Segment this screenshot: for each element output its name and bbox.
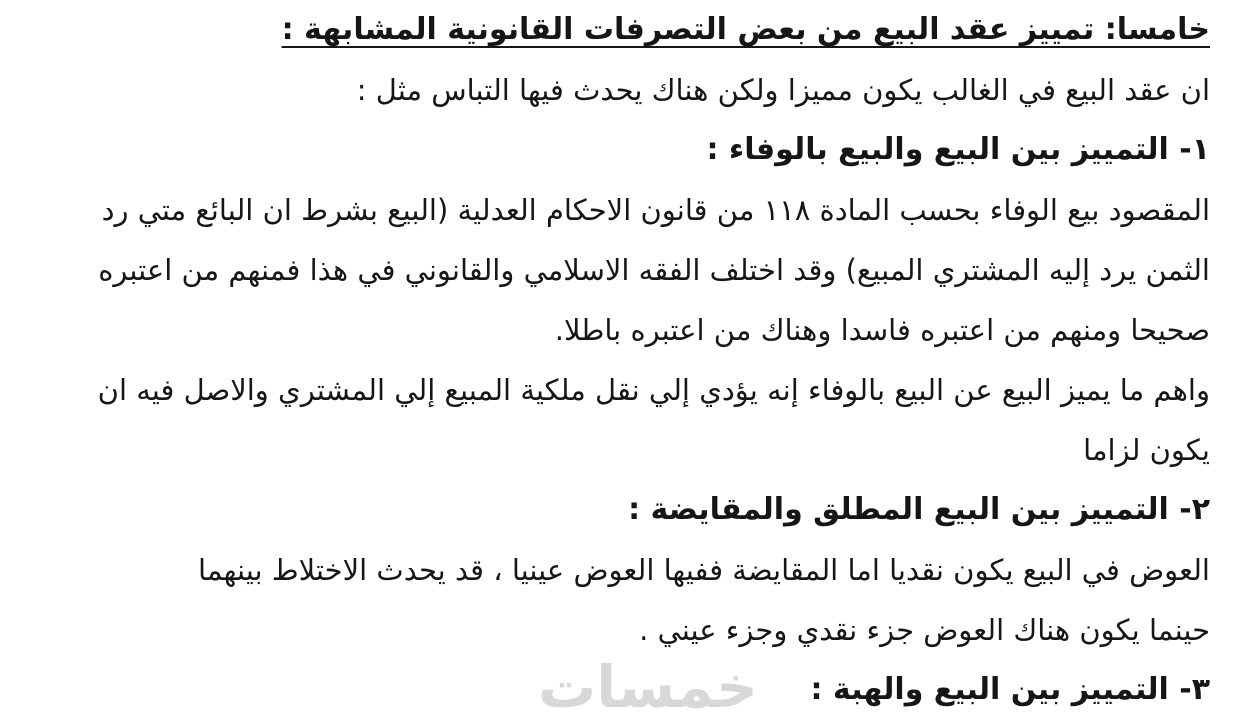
section-2-heading: ٢- التمييز بين البيع المطلق والمقايضة : xyxy=(628,492,1210,527)
section-1-paragraph-line: صحيحا ومنهم من اعتبره فاسدا وهناك من اعتبره باطلا. xyxy=(554,313,1210,347)
section-1-paragraph-line: واهم ما يميز البيع عن البيع بالوفاء إنه يؤدي إلي نقل ملكية المبيع إلي المشتري والاصل فيه ان xyxy=(97,373,1210,407)
khamsat-watermark: خمسات xyxy=(538,653,758,720)
section-1-paragraph-line: المقصود بيع الوفاء بحسب المادة ١١٨ من قانون الاحكام العدلية (البيع بشرط ان البائع متي رد xyxy=(101,193,1210,227)
section-2-paragraph-line: العوض في البيع يكون نقديا اما المقايضة ففيها العوض عينيا ، قد يحدث الاختلاط بينهما xyxy=(198,553,1210,587)
intro-paragraph-line: ان عقد البيع في الغالب يكون مميزا ولكن هناك يحدث فيها التباس مثل : xyxy=(356,73,1210,107)
section-1-heading: ١- التمييز بين البيع والبيع بالوفاء : xyxy=(706,132,1210,167)
section-3-heading: ٣- التمييز بين البيع والهبة : xyxy=(810,672,1210,707)
document-title: خامسا: تمييز عقد البيع من بعض التصرفات القانونية المشابهة : xyxy=(281,12,1210,47)
section-2-paragraph-line: حينما يكون هناك العوض جزء نقدي وجزء عيني . xyxy=(639,613,1210,647)
section-1-paragraph-line: يكون لزاما xyxy=(1083,433,1210,467)
section-1-paragraph-line: الثمن يرد إليه المشتري المبيع) وقد اختلف الفقه الاسلامي والقانوني في هذا فمنهم من اعتبره xyxy=(98,253,1210,287)
